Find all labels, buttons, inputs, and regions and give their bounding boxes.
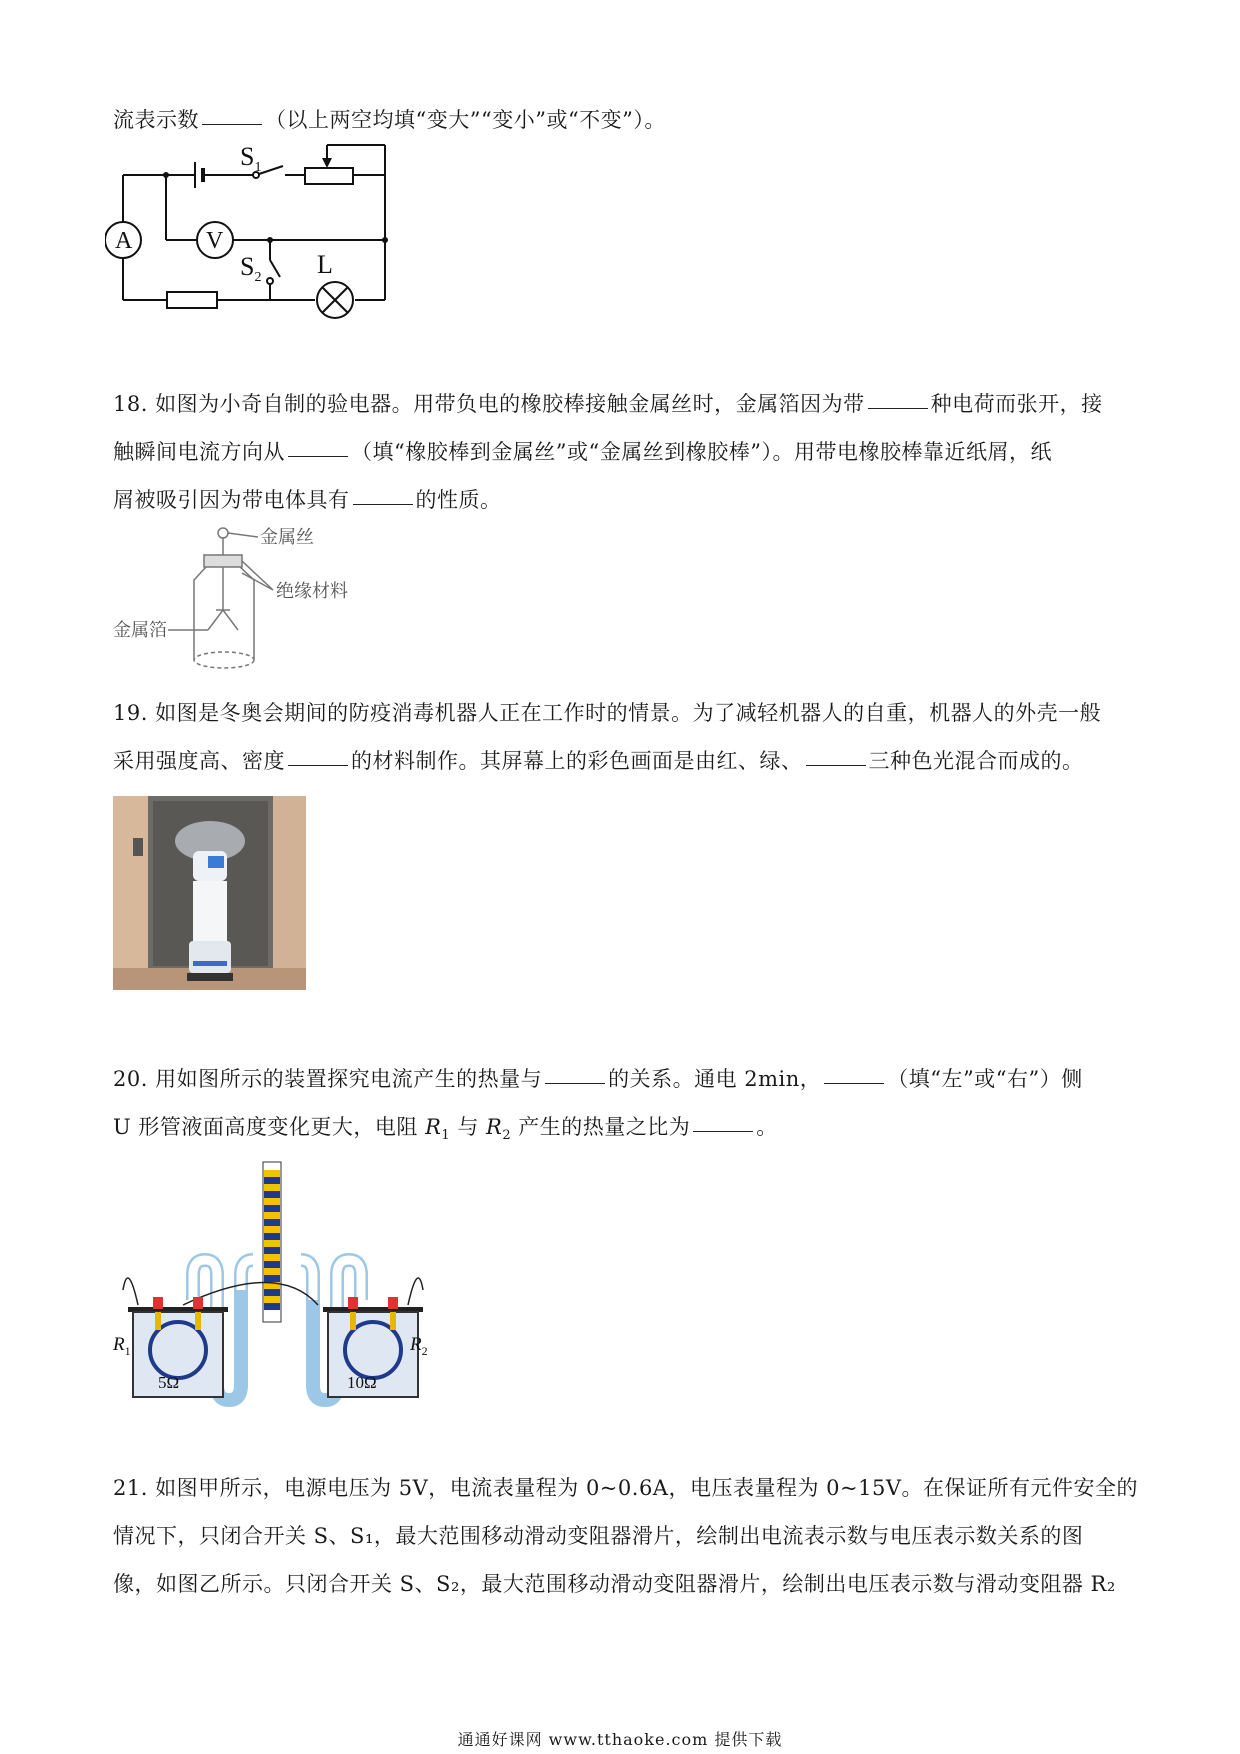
q20-line1: 20. 用如图所示的装置探究电流产生的热量与 的关系。通电 2min， （填“左”或“右”）侧 <box>113 1067 1083 1091</box>
q21-line2: 情况下，只闭合开关 S、S₁，最大范围移动滑动变阻器滑片，绘制出电流表示数与电压表示数关系的图 <box>113 1524 1084 1548</box>
answer-blank <box>868 407 928 409</box>
robot-photo <box>113 796 306 990</box>
answer-blank <box>353 503 413 505</box>
q18-line3: 屑被吸引因为带电体具有 的性质。 <box>113 488 502 512</box>
s1-label: $S_1$ <box>240 142 262 175</box>
q20-line2: U 形管液面高度变化更大，电阻 $R_1$ 与 $R_2$ 产生的热量之比为 。 <box>113 1115 778 1144</box>
electroscope-diagram <box>108 525 378 675</box>
q19-line2: 采用强度高、密度 的材料制作。其屏幕上的彩色画面是由红、绿、 三种色光混合而成的。 <box>113 749 1084 773</box>
left-resistance-label: 5Ω <box>158 1373 180 1392</box>
q21-line3: 像，如图乙所示。只闭合开关 S、S₂，最大范围移动滑动变阻器滑片，绘制出电压表示数与滑动变阻器 R₂ <box>113 1572 1116 1596</box>
joule-heating-apparatus <box>113 1160 443 1410</box>
answer-blank <box>202 123 262 125</box>
circuit-diagram <box>105 140 445 340</box>
q19-line1: 19. 如图是冬奥会期间的防疫消毒机器人正在工作时的情景。为了减轻机器人的自重，机器人的外壳一般 <box>113 701 1102 725</box>
q18-line1: 18. 如图为小奇自制的验电器。用带负电的橡胶棒接触金属丝时，金属箔因为带 种电荷而张开，接 <box>113 392 1103 416</box>
ammeter-label: A <box>115 228 133 254</box>
s2-label: $S_2$ <box>240 252 262 285</box>
answer-blank <box>288 764 348 766</box>
r1-label: $R_1$ <box>113 1334 131 1358</box>
lamp-label: L <box>317 250 333 279</box>
voltmeter-label: V <box>206 228 224 254</box>
answer-blank <box>693 1130 753 1132</box>
page-footer: 通通好课网 www.tthaoke.com 提供下载 <box>457 1730 783 1749</box>
q21-line1: 21. 如图甲所示，电源电压为 5V，电流表量程为 0~0.6A，电压表量程为 0~15V。在保证所有元件安全的 <box>113 1476 1138 1500</box>
foil-label: 金属箔 <box>113 620 167 641</box>
q18-line2: 触瞬间电流方向从 （填“橡胶棒到金属丝”或“金属丝到橡胶棒”）。用带电橡胶棒靠近纸屑，纸 <box>113 440 1052 464</box>
insulator-label: 绝缘材料 <box>276 581 348 602</box>
answer-blank <box>824 1082 884 1084</box>
wire-label: 金属丝 <box>260 527 314 548</box>
right-resistance-label: 10Ω <box>347 1373 377 1392</box>
answer-blank <box>288 455 348 457</box>
q17-tail-line: 流表示数 （以上两空均填“变大”“变小”或“不变”）。 <box>113 108 666 132</box>
r2-label: $R_2$ <box>410 1334 428 1358</box>
answer-blank <box>545 1082 605 1084</box>
answer-blank <box>806 764 866 766</box>
